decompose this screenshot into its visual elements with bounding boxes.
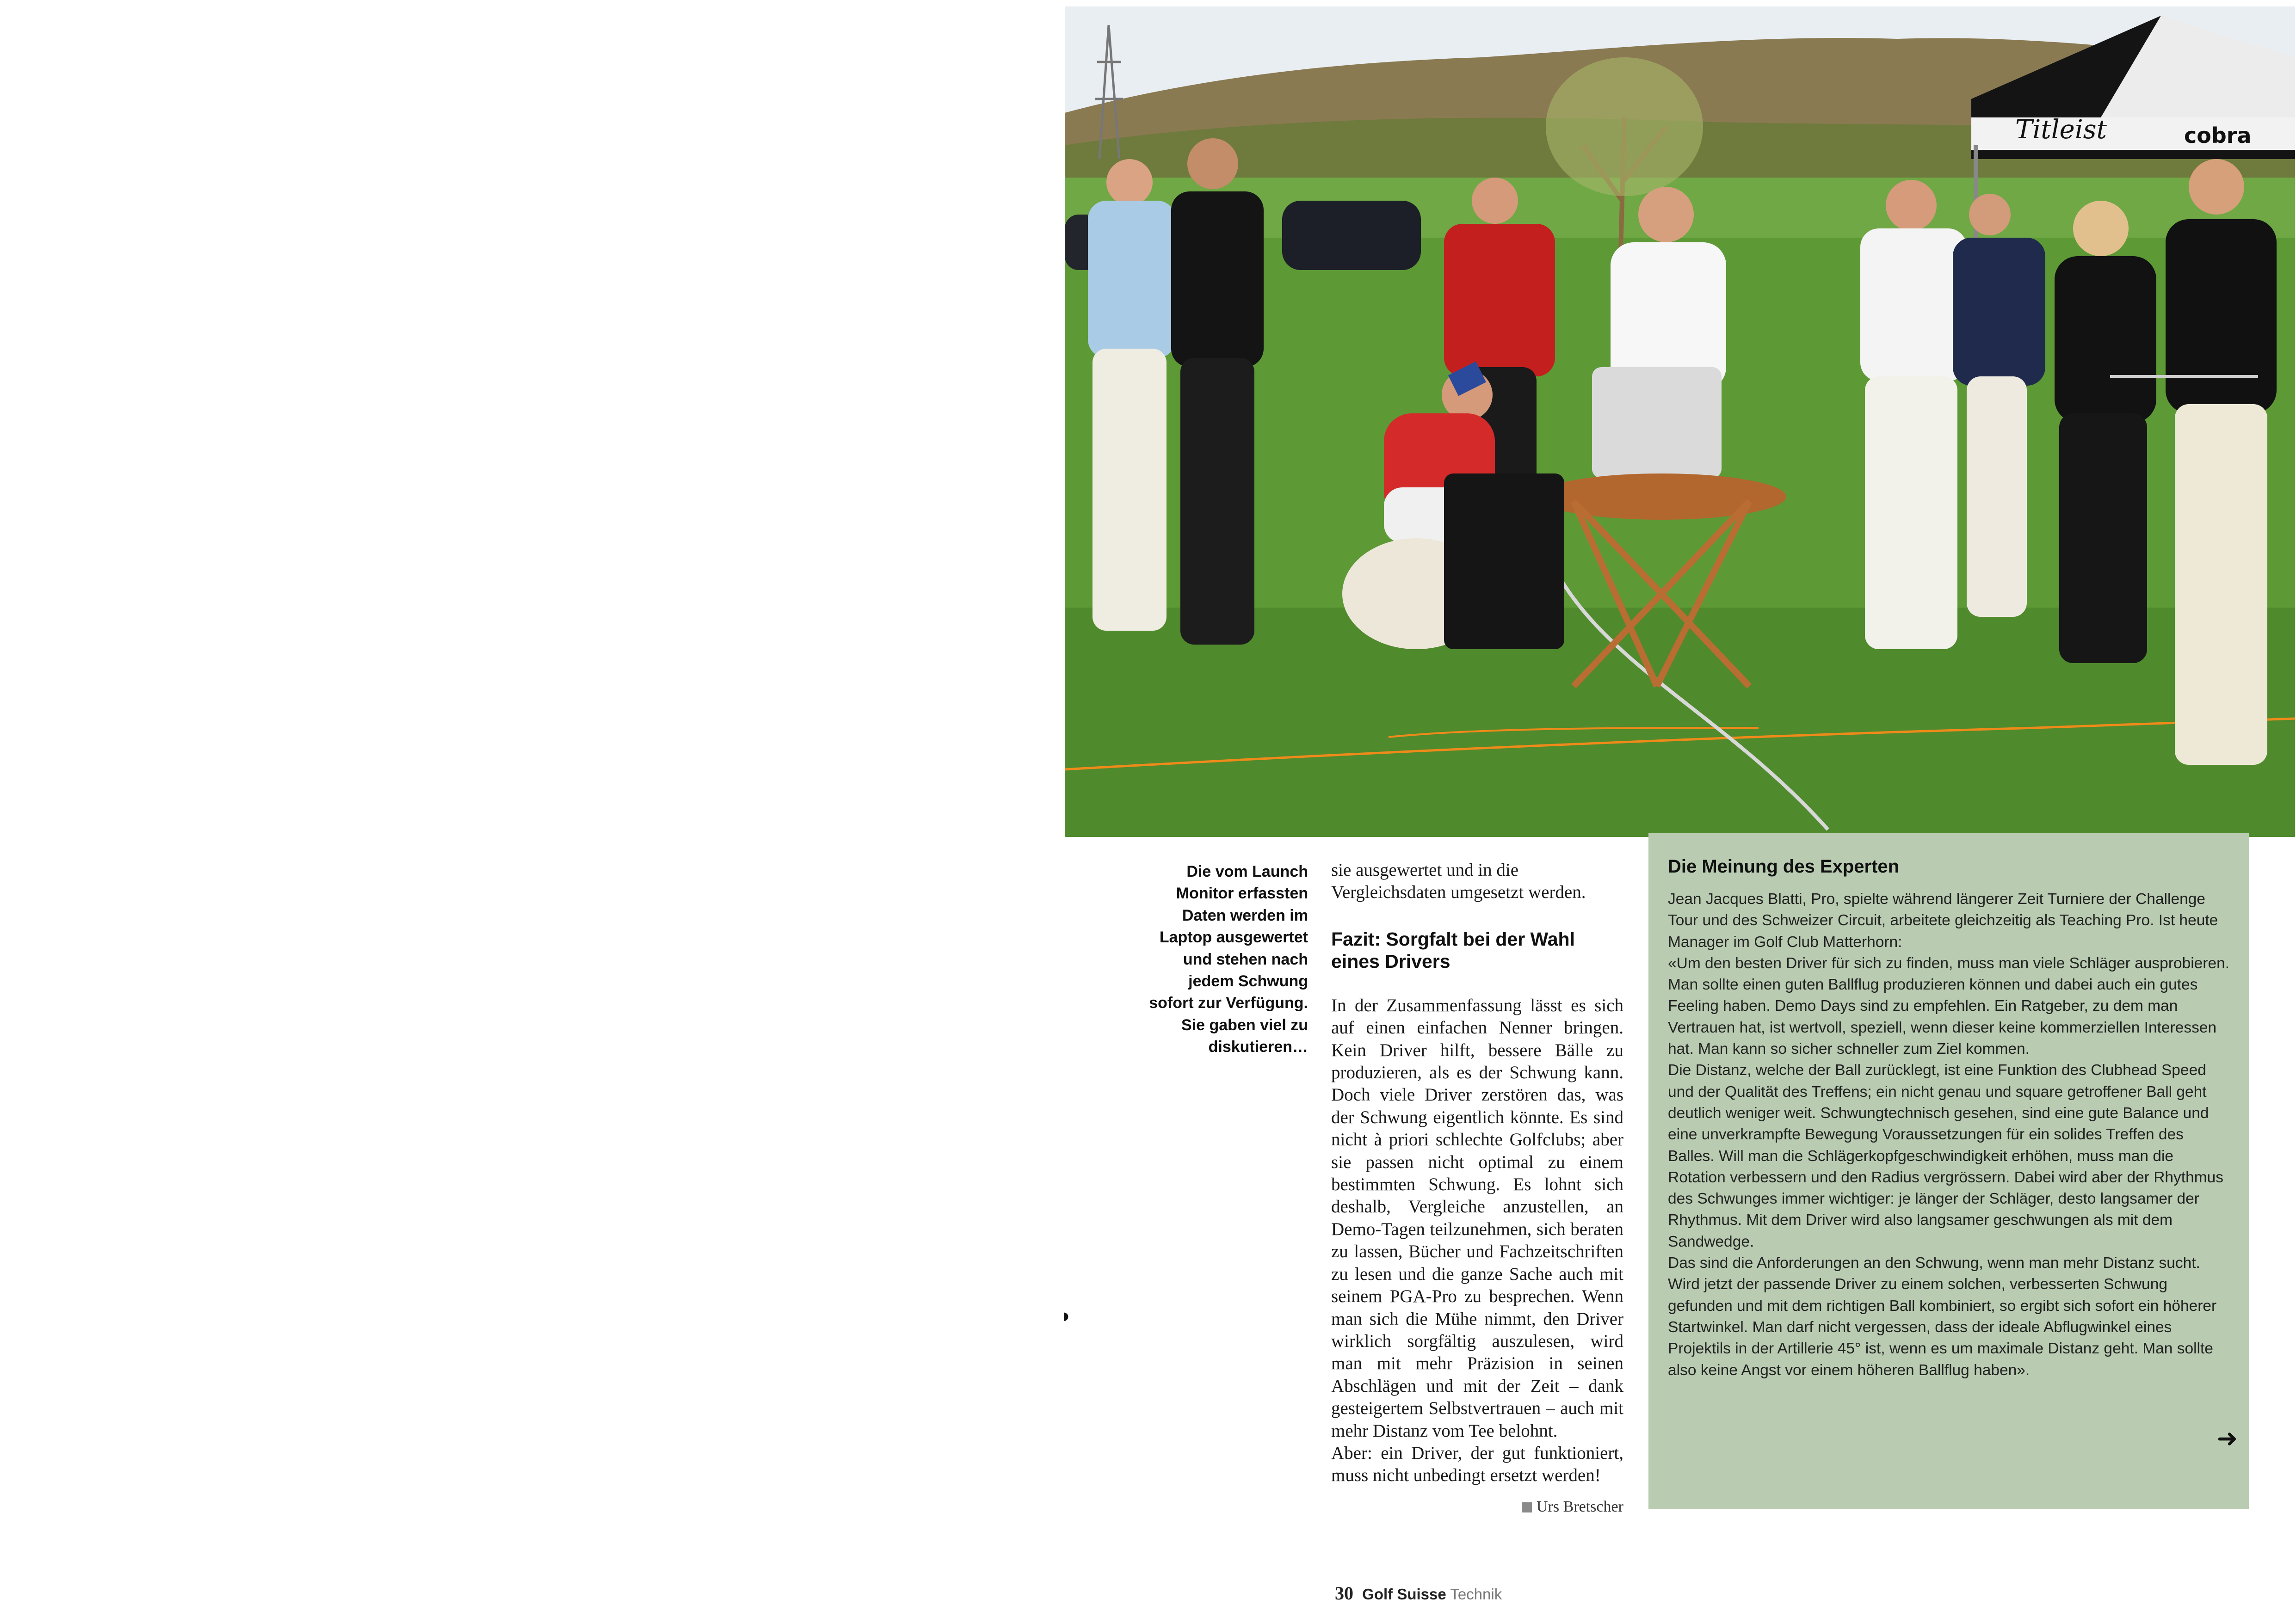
person-black-outfit bbox=[1171, 138, 1264, 645]
author-marker-icon bbox=[1522, 1502, 1532, 1512]
continuation-marker: ◗ bbox=[1063, 1309, 1069, 1322]
expert-paragraph: Die Distanz, welche der Ball zurücklegt, ist eine Funktion des Clubhead Speed und der Qualität des Treffens; ein nicht genau und square getroffener Ball geht deutlich weniger weit. Schwungtechnisch gesehen, sind eine gute Balance und eine unverkrampfte Bewegung Voraussetzungen für ein solides Treffen des Balles. Will man die Schlägerkopfgeschwindigkeit erhöhen, muss man die Rotation verbessern und den Radius vergrössern. Dabei wird aber der Rhythmus des Schwunges immer wichtiger: je länger der Schläger, desto langsamer der Rhythmus. Mit dem Driver wird also langsamer geschwungen als mit dem Sandwedge. bbox=[1668, 1062, 2224, 1250]
person-woman-black bbox=[2055, 201, 2156, 663]
caption-line: diskutieren… bbox=[1208, 1038, 1308, 1056]
caption-line: Laptop ausgewertet bbox=[1159, 928, 1308, 947]
page-number: 30 bbox=[1335, 1583, 1353, 1604]
arrow-right-icon: ➜ bbox=[2216, 1425, 2238, 1452]
article-photo bbox=[1065, 6, 2295, 837]
person-white-outfit bbox=[1860, 180, 1967, 649]
expert-title: Die Meinung des Experten bbox=[1668, 856, 1900, 877]
article-body: In der Zusammenfassung lässt es sich auf einen einfachen Nenner bringen. Kein Driver hilft, bessere Bälle zu produzieren, als es der Schwung kann. Doch viele Driver zerstören das, was der Schwung eigentlich könnte. Es sind nicht à priori schlechte Golfclubs; aber sie passen nicht optimal zu einem bestimmten Schwung. Es lohnt sich deshalb, Vergleiche anzustellen, an Demo-Tagen teilzunehmen, sich beraten zu lassen, Bücher und Fachzeitschriften zu lesen und die ganze Sache auch mit seinem PGA-Pro zu besprechen. Wenn man sich die Mühe nimmt, den Driver wirklich sorgfältig auszulesen, wird man mit mehr Präzision in seinen Abschlägen und mit der Zeit – dank gesteigertem Selbstvertrauen – auch mit mehr Distanz vom Tee belohnt. bbox=[1331, 995, 1623, 1441]
article-column bbox=[1331, 859, 1623, 1487]
magazine-name: Golf Suisse bbox=[1362, 1586, 1446, 1603]
section-name: Technik bbox=[1450, 1586, 1502, 1603]
caption-line: jedem Schwung bbox=[1188, 972, 1308, 990]
article-author bbox=[1522, 1498, 1623, 1516]
expert-paragraph: «Um den besten Driver für sich zu finden, muss man viele Schläger ausprobieren. Man sollte einen guten Ballflug produzieren können und dabei auch ein gutes Feeling haben. Demo Days sind zu empfehlen. Ein Ratgeber, zu dem man Vertrauen hat, ist wertvoll, speziell, wenn dieser keine kommerziellen Interessen hat. Man kann so sicher schneller zum Ziel kommen. bbox=[1668, 954, 2230, 1058]
expert-paragraph: Das sind die Anforderungen an den Schwung, wenn man mehr Distanz sucht. Wird jetzt der passende Driver zu einem solchen, verbesserten Schwung gefunden und mit dem richtigen Ball kombiniert, so ergibt sich sofort ein höherer Startwinkel. Man darf nicht vergessen, dass der ideale Abflugwinkel eines Projektils in der Artillerie 45° ist, wenn es um maximale Distanz geht. Man sollte also keine Angst vor einem höheren Ballflug haben». bbox=[1668, 1254, 2217, 1379]
caption-line: sofort zur Verfügung. bbox=[1149, 994, 1308, 1012]
page-footer bbox=[1335, 1582, 1502, 1604]
article-subhead: Fazit: Sorgfalt bei der Wahl eines Drivers bbox=[1331, 928, 1575, 972]
caption-line: Die vom Launch bbox=[1186, 863, 1308, 880]
article-closing: Aber: ein Driver, der gut funktioniert, muss nicht unbedingt ersetzt werden! bbox=[1331, 1443, 1623, 1486]
expert-intro: Jean Jacques Blatti, Pro, spielte während längerer Zeit Turniere der Challenge Tour und des Schweizer Circuit, arbeitete gleichzeitig als Teaching Pro. Ist heute Manager im Golf Club Matterhorn: bbox=[1668, 891, 2218, 951]
caption-line: Monitor erfassten bbox=[1176, 885, 1308, 903]
tent-logo-cobra: cobra bbox=[2184, 123, 2252, 148]
person-light-blue-shirt bbox=[1088, 159, 1176, 631]
caption-line: und stehen nach bbox=[1183, 950, 1308, 968]
article-lead: sie ausgewertet und in die Vergleichsdaten umgesetzt werden. bbox=[1331, 860, 1586, 903]
tent-logo-titleist: Titleist bbox=[2015, 115, 2107, 145]
expert-opinion-box bbox=[1648, 833, 2249, 1509]
caption-line: Daten werden im bbox=[1182, 906, 1308, 924]
golf-demo-photo-illustration bbox=[1065, 6, 2295, 837]
caption-line: Sie gaben viel zu bbox=[1181, 1016, 1308, 1034]
author-name: Urs Bretscher bbox=[1537, 1498, 1623, 1515]
